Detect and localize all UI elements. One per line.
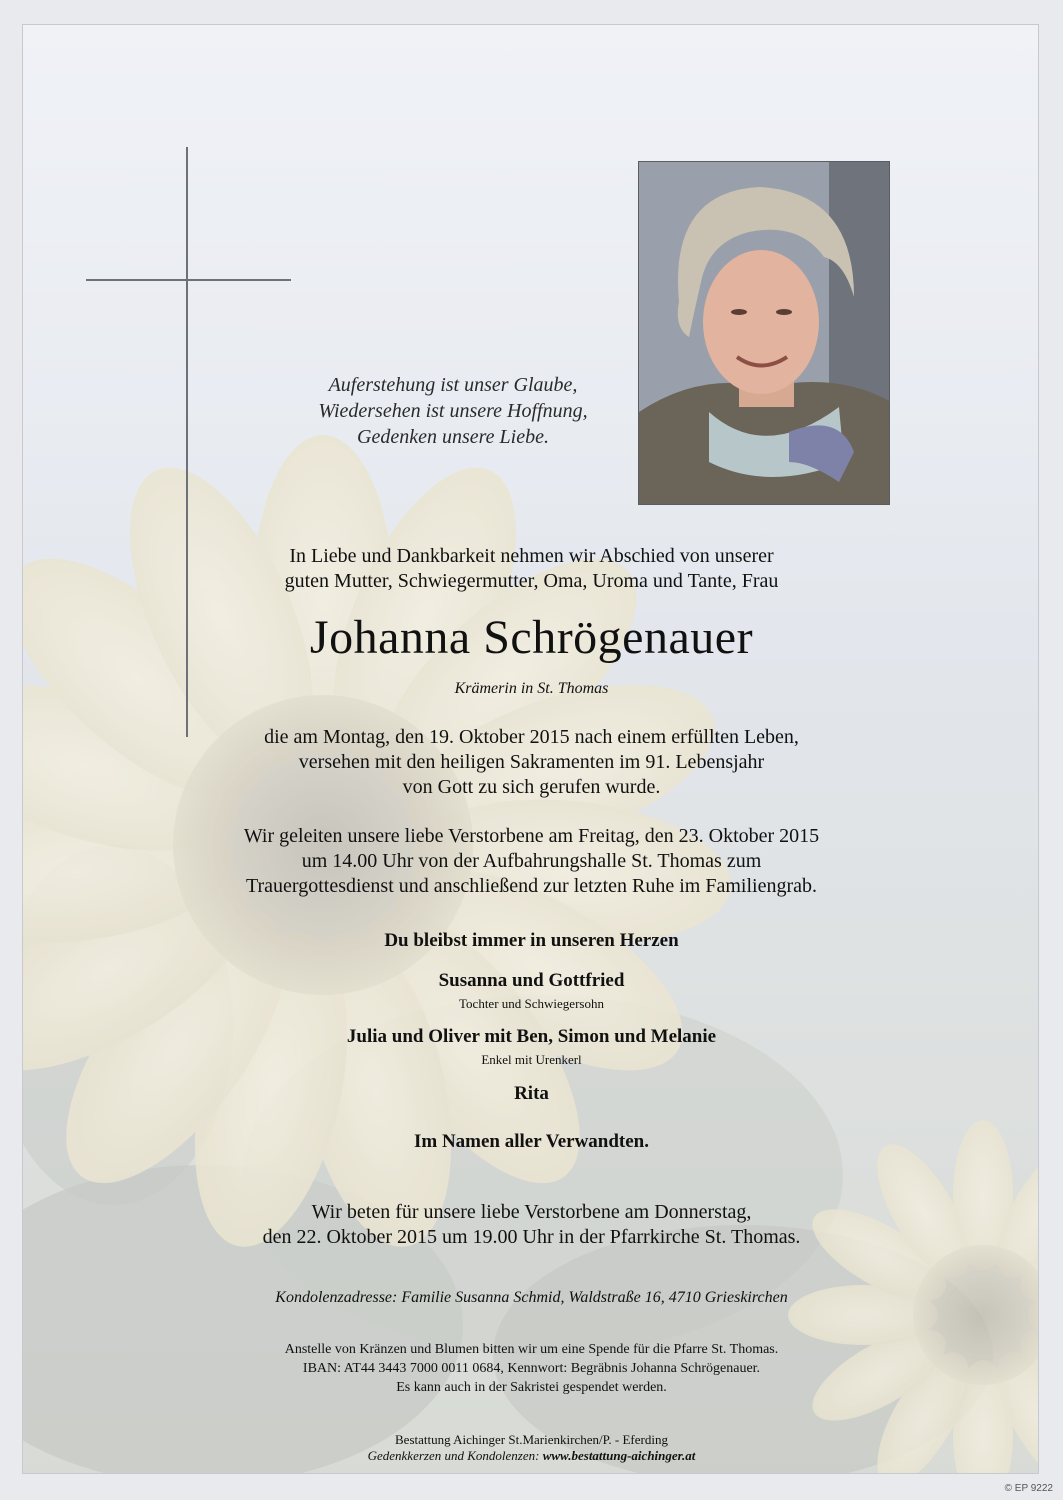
condolence-address: Kondolenzadresse: Familie Susanna Schmid, Waldstraße 16, 4710 Grieskirchen xyxy=(275,1289,788,1306)
heart-line: Du bleibst immer in unseren Herzen xyxy=(384,930,679,951)
funeral-text xyxy=(23,824,1039,899)
obituary-card xyxy=(22,24,1039,1474)
relatives-line: Im Namen aller Verwandten. xyxy=(413,1131,650,1152)
family-role: Enkel mit Urenkerl xyxy=(481,1052,582,1067)
motto xyxy=(293,372,613,450)
donation-text xyxy=(23,1340,1039,1397)
deceased-name: Johanna Schrögenauer xyxy=(309,611,754,664)
family-names: Julia und Oliver mit Ben, Simon und Melanie xyxy=(346,1026,717,1047)
donation-line: Anstelle von Kränzen und Blumen bitten wir um eine Spende für die Pfarre St. Thomas. xyxy=(284,1342,779,1357)
prayer-line: Wir beten für unsere liebe Verstorbene am Donnerstag, xyxy=(311,1201,752,1223)
death-line: von Gott zu sich gerufen wurde. xyxy=(402,776,661,798)
funeral-line: um 14.00 Uhr von der Aufbahrungshalle St. Thomas zum xyxy=(301,850,762,872)
death-text xyxy=(23,725,1039,800)
family-role: Tochter und Schwiegersohn xyxy=(459,996,604,1011)
portrait-photo xyxy=(638,161,890,505)
undertaker-name: Bestattung Aichinger St.Marienkirchen/P. - Eferding xyxy=(395,1432,668,1447)
intro-line: guten Mutter, Schwiegermutter, Oma, Uroma und Tante, Frau xyxy=(284,570,779,592)
donation-line: Es kann auch in der Sakristei gespendet werden. xyxy=(396,1380,667,1395)
intro-text xyxy=(23,544,1039,594)
funeral-line: Wir geleiten unsere liebe Verstorbene am Freitag, den 23. Oktober 2015 xyxy=(243,825,820,847)
death-line: versehen mit den heiligen Sakramenten im 91. Lebensjahr xyxy=(298,751,765,773)
motto-line: Gedenken unsere Liebe. xyxy=(357,426,549,448)
intro-line: In Liebe und Dankbarkeit nehmen wir Abschied von unserer xyxy=(289,545,774,567)
web-label: Gedenkkerzen und Kondolenzen: xyxy=(367,1448,543,1463)
occupation: Krämerin in St. Thomas xyxy=(454,680,609,697)
death-line: die am Montag, den 19. Oktober 2015 nach einem erfüllten Leben, xyxy=(264,726,799,748)
undertaker-info xyxy=(23,1432,1039,1464)
undertaker-web xyxy=(23,1448,1039,1464)
prayer-line: den 22. Oktober 2015 um 19.00 Uhr in der Pfarrkirche St. Thomas. xyxy=(262,1226,801,1248)
family-names: Susanna und Gottfried xyxy=(438,970,625,991)
motto-line: Auferstehung ist unser Glaube, xyxy=(328,374,578,396)
web-link[interactable]: www.bestattung-aichinger.at xyxy=(542,1448,696,1463)
prayer-text xyxy=(23,1200,1039,1250)
product-code: © EP 9222 xyxy=(1004,1483,1053,1494)
funeral-line: Trauergottesdienst und anschließend zur letzten Ruhe im Familiengrab. xyxy=(246,875,817,897)
family-names: Rita xyxy=(514,1083,549,1104)
cross-icon-horizontal xyxy=(86,279,291,281)
motto-line: Wiedersehen ist unsere Hoffnung, xyxy=(318,400,588,422)
donation-line: IBAN: AT44 3443 7000 0011 0684, Kennwort: Begräbnis Johanna Schrögenauer. xyxy=(302,1361,761,1376)
